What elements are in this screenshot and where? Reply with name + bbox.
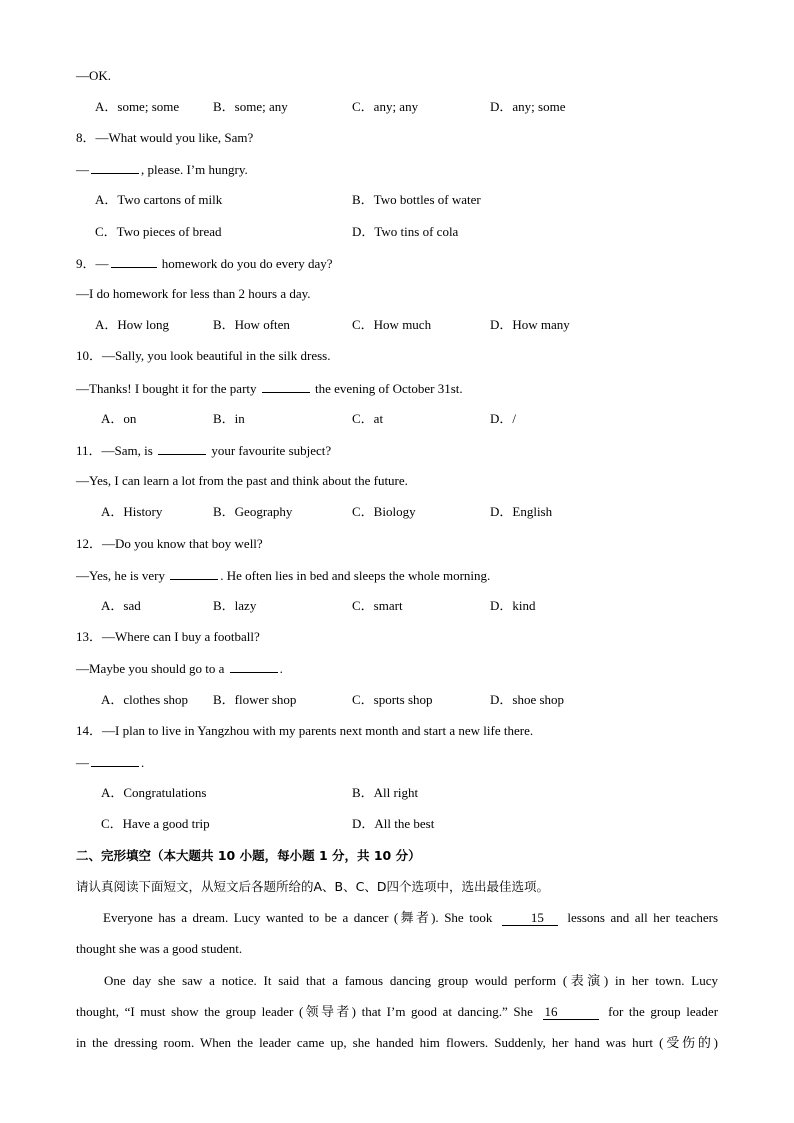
q13-reply [76, 660, 283, 677]
q8-number: 8． [76, 130, 96, 145]
passage-text: thought, “I must show the group leader (领导者) that I’m good at dancing.” She [76, 1004, 533, 1019]
blank-16: 16 [543, 1005, 599, 1020]
q11-option-b: B．Geography [213, 504, 293, 519]
q11-question-prefix: —Sam, is [101, 443, 157, 458]
dash: — [76, 755, 89, 770]
q11-option-c: C．Biology [352, 504, 416, 519]
q8-question-text: —What would you like, Sam? [95, 130, 254, 145]
q14-option-d: D．All the best [352, 816, 435, 831]
q14-option-b: B．All right [352, 785, 419, 800]
q10-number: 10． [76, 348, 103, 363]
passage-line-3: One day she saw a notice. It said that a famous dancing group would perform (表演) in her town. Lucy [104, 973, 718, 988]
passage-line-2: thought she was a good student. [76, 941, 243, 956]
q8-reply-text: , please. I’m hungry. [141, 162, 248, 177]
q14-question [76, 723, 533, 739]
q10-question [76, 348, 330, 364]
q12-option-d: D．kind [490, 598, 536, 613]
q8-option-d: D．Two tins of cola [352, 224, 459, 239]
q8-option-a: A．Two cartons of milk [95, 192, 223, 207]
q9-reply: —I do homework for less than 2 hours a day. [76, 286, 311, 301]
q13-number: 13． [76, 629, 103, 644]
q10-option-d: D．/ [490, 411, 517, 426]
q8-option-c: C．Two pieces of bread [95, 224, 222, 239]
q10-reply [76, 380, 463, 397]
q9-option-a: A．How long [95, 317, 170, 332]
q11-blank [158, 442, 206, 455]
dash: — [76, 162, 89, 177]
q10-option-a: A．on [101, 411, 137, 426]
q10-reply-prefix: —Thanks! I bought it for the party [76, 381, 260, 396]
q7-answer: —OK. [76, 68, 112, 83]
q13-option-a: A．clothes shop [101, 692, 189, 707]
q9-question [76, 255, 333, 272]
section2-instruction: 请认真阅读下面短文，从短文后各题所给的A、B、C、D四个选项中，选出最佳选项。 [76, 879, 549, 894]
passage-text: for the group leader [608, 1004, 719, 1019]
q7-option-c: C．any; any [352, 99, 419, 114]
q9-option-d: D．How many [490, 317, 570, 332]
blank-15: 15 [502, 911, 558, 926]
q8-reply [76, 161, 248, 178]
q9-question-text: homework do you do every day? [158, 256, 333, 271]
q12-question-text: —Do you know that boy well? [102, 536, 263, 551]
q10-question-text: —Sally, you look beautiful in the silk dress. [102, 348, 331, 363]
q13-reply-suffix: . [279, 661, 283, 676]
q12-option-b: B．lazy [213, 598, 257, 613]
q8-question [76, 130, 253, 146]
q12-number: 12． [76, 536, 103, 551]
q9-blank [111, 255, 157, 268]
q9-option-b: B．How often [213, 317, 290, 332]
passage-line-4 [76, 996, 718, 1027]
q13-question [76, 629, 260, 645]
q8-option-b: B．Two bottles of water [352, 192, 481, 207]
q13-option-b: B．flower shop [213, 692, 297, 707]
q14-reply [76, 754, 144, 771]
q13-blank [230, 660, 278, 673]
q13-question-text: —Where can I buy a football? [102, 629, 260, 644]
dash: — [95, 256, 109, 271]
passage-text: Everyone has a dream. Lucy wanted to be a dancer (舞者). She took [103, 910, 493, 925]
q11-option-a: A．History [101, 504, 163, 519]
q7-option-b: B．some; any [213, 99, 288, 114]
q13-option-c: C．sports shop [352, 692, 433, 707]
q14-option-c: C．Have a good trip [101, 816, 210, 831]
q11-option-d: D．English [490, 504, 553, 519]
q9-number: 9． [76, 256, 96, 271]
passage-text: lessons and all her teachers [567, 910, 719, 925]
q8-blank [91, 161, 139, 174]
q12-reply [76, 567, 490, 584]
q12-option-c: C．smart [352, 598, 403, 613]
section2-title: 二、完形填空（本大题共 10 小题，每小题 1 分，共 10 分） [76, 848, 421, 863]
q12-blank [170, 567, 218, 580]
q7-option-a: A．some; some [95, 99, 180, 114]
q12-question [76, 536, 263, 552]
q13-reply-prefix: —Maybe you should go to a [76, 661, 228, 676]
q7-option-d: D．any; some [490, 99, 566, 114]
q11-number: 11． [76, 443, 102, 458]
q9-option-c: C．How much [352, 317, 432, 332]
q14-reply-suffix: . [141, 755, 145, 770]
q14-number: 14． [76, 723, 103, 738]
q11-question [76, 442, 331, 459]
passage-line-1 [76, 902, 718, 933]
q13-option-d: D．shoe shop [490, 692, 565, 707]
q14-question-text: —I plan to live in Yangzhou with my parents next month and start a new life there. [102, 723, 534, 738]
q11-question-suffix: your favourite subject? [208, 443, 332, 458]
q11-reply: —Yes, I can learn a lot from the past and think about the future. [76, 473, 408, 488]
q10-blank [262, 380, 310, 393]
q14-option-a: A．Congratulations [101, 785, 207, 800]
q10-option-c: C．at [352, 411, 384, 426]
q12-reply-prefix: —Yes, he is very [76, 568, 169, 583]
q10-option-b: B．in [213, 411, 245, 426]
q12-option-a: A．sad [101, 598, 141, 613]
q10-reply-suffix: the evening of October 31st. [311, 381, 463, 396]
passage-line-5: in the dressing room. When the leader came up, she handed him flowers. Suddenly, her hand was hurt (受伤的) [76, 1035, 718, 1050]
q14-blank [91, 754, 139, 767]
q12-reply-suffix: . He often lies in bed and sleeps the whole morning. [220, 568, 491, 583]
